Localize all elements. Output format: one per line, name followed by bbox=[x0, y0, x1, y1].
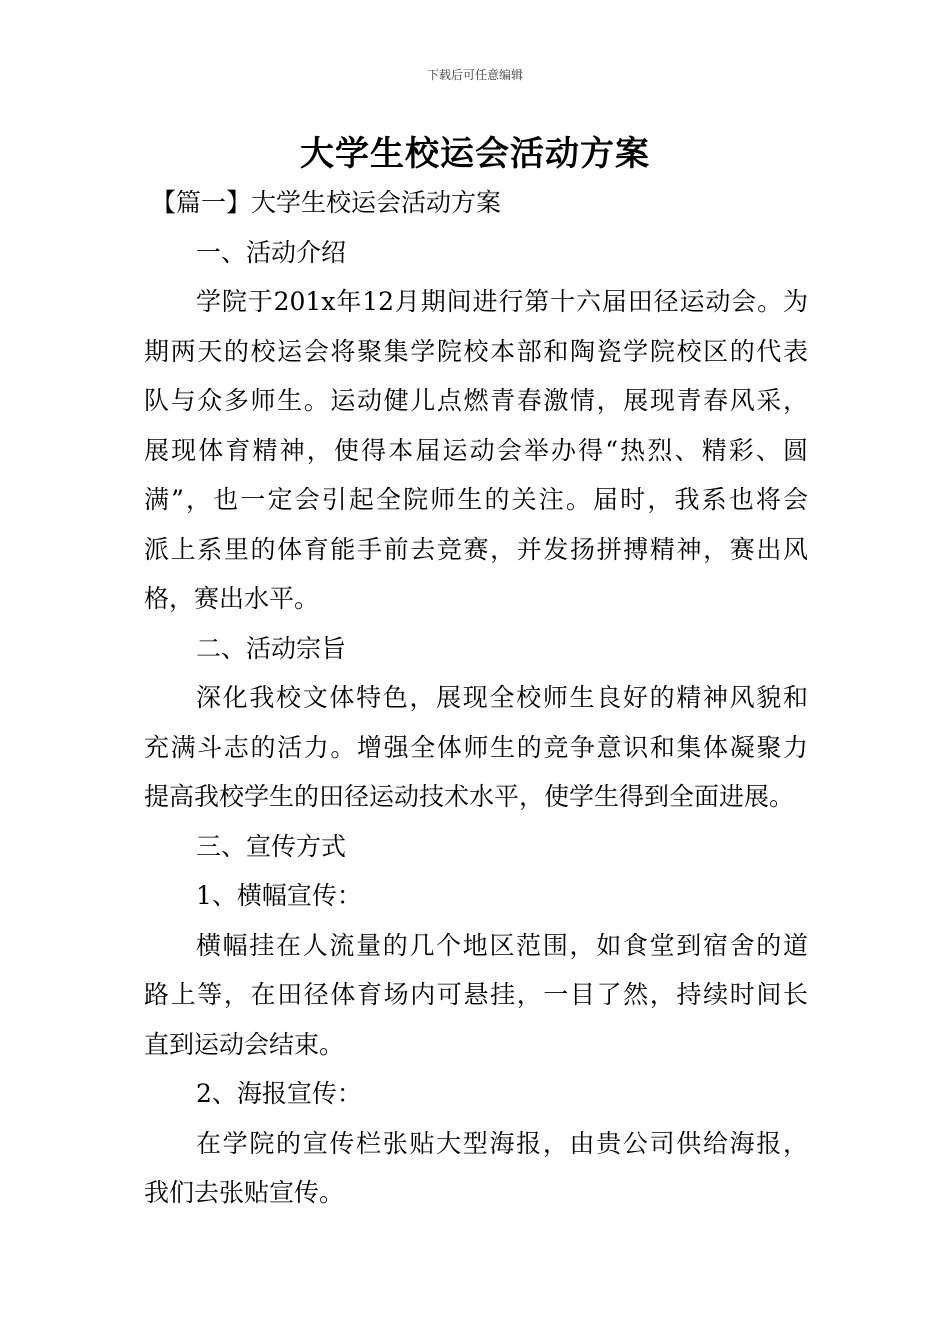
header-note: 下载后可任意编辑 bbox=[426, 68, 523, 82]
subsection-heading: 2、海报宣传： bbox=[196, 1079, 362, 1108]
paragraph-line: 满”，也一定会引起全院师生的关注。届时，我系也将会 bbox=[144, 485, 808, 514]
document-body bbox=[144, 178, 808, 1218]
paragraph-line: 直到运动会结束。 bbox=[144, 1029, 345, 1059]
section-heading: 二、活动宗旨 bbox=[196, 633, 347, 663]
paragraph-line: 横幅挂在人流量的几个地区范围，如食堂到宿舍的道 bbox=[196, 930, 808, 960]
section-subtitle: 【篇一】大学生校运会活动方案 bbox=[151, 188, 502, 217]
subsection-heading: 1、横幅宣传： bbox=[196, 881, 362, 910]
paragraph-line: 路上等，在田径体育场内可悬挂，一目了然，持续时间长 bbox=[144, 980, 808, 1009]
paragraph-line: 深化我校文体特色，展现全校师生良好的精神风貌和 bbox=[196, 683, 808, 712]
paragraph-line: 期两天的校运会将聚集学院校本部和陶瓷学院校区的代表 bbox=[144, 336, 808, 366]
document-title: 大学生校运会活动方案 bbox=[300, 134, 650, 174]
paragraph-line: 我们去张贴宣传。 bbox=[144, 1178, 345, 1207]
paragraph-line: 展现体育精神，使得本届运动会举办得“热烈、精彩、圆 bbox=[144, 435, 808, 465]
paragraph-line: 队与众多师生。运动健儿点燃青春激情，展现青春风采， bbox=[144, 386, 808, 415]
section-heading: 一、活动介绍 bbox=[196, 237, 347, 267]
paragraph-line: 充满斗志的活力。增强全体师生的竞争意识和集体凝聚力 bbox=[144, 732, 808, 762]
paragraph-line: 格，赛出水平。 bbox=[144, 584, 320, 613]
section-heading: 三、宣传方式 bbox=[196, 831, 347, 861]
paragraph-line: 派上系里的体育能手前去竞赛，并发扬拼搏精神，赛出风 bbox=[144, 534, 808, 564]
paragraph-line: 在学院的宣传栏张贴大型海报，由贵公司供给海报， bbox=[196, 1128, 808, 1158]
paragraph-line: 提高我校学生的田径运动技术水平，使学生得到全面进展。 bbox=[144, 782, 795, 811]
paragraph-line: 学院于201x年12月期间进行第十六届田径运动会。为 bbox=[196, 287, 808, 316]
